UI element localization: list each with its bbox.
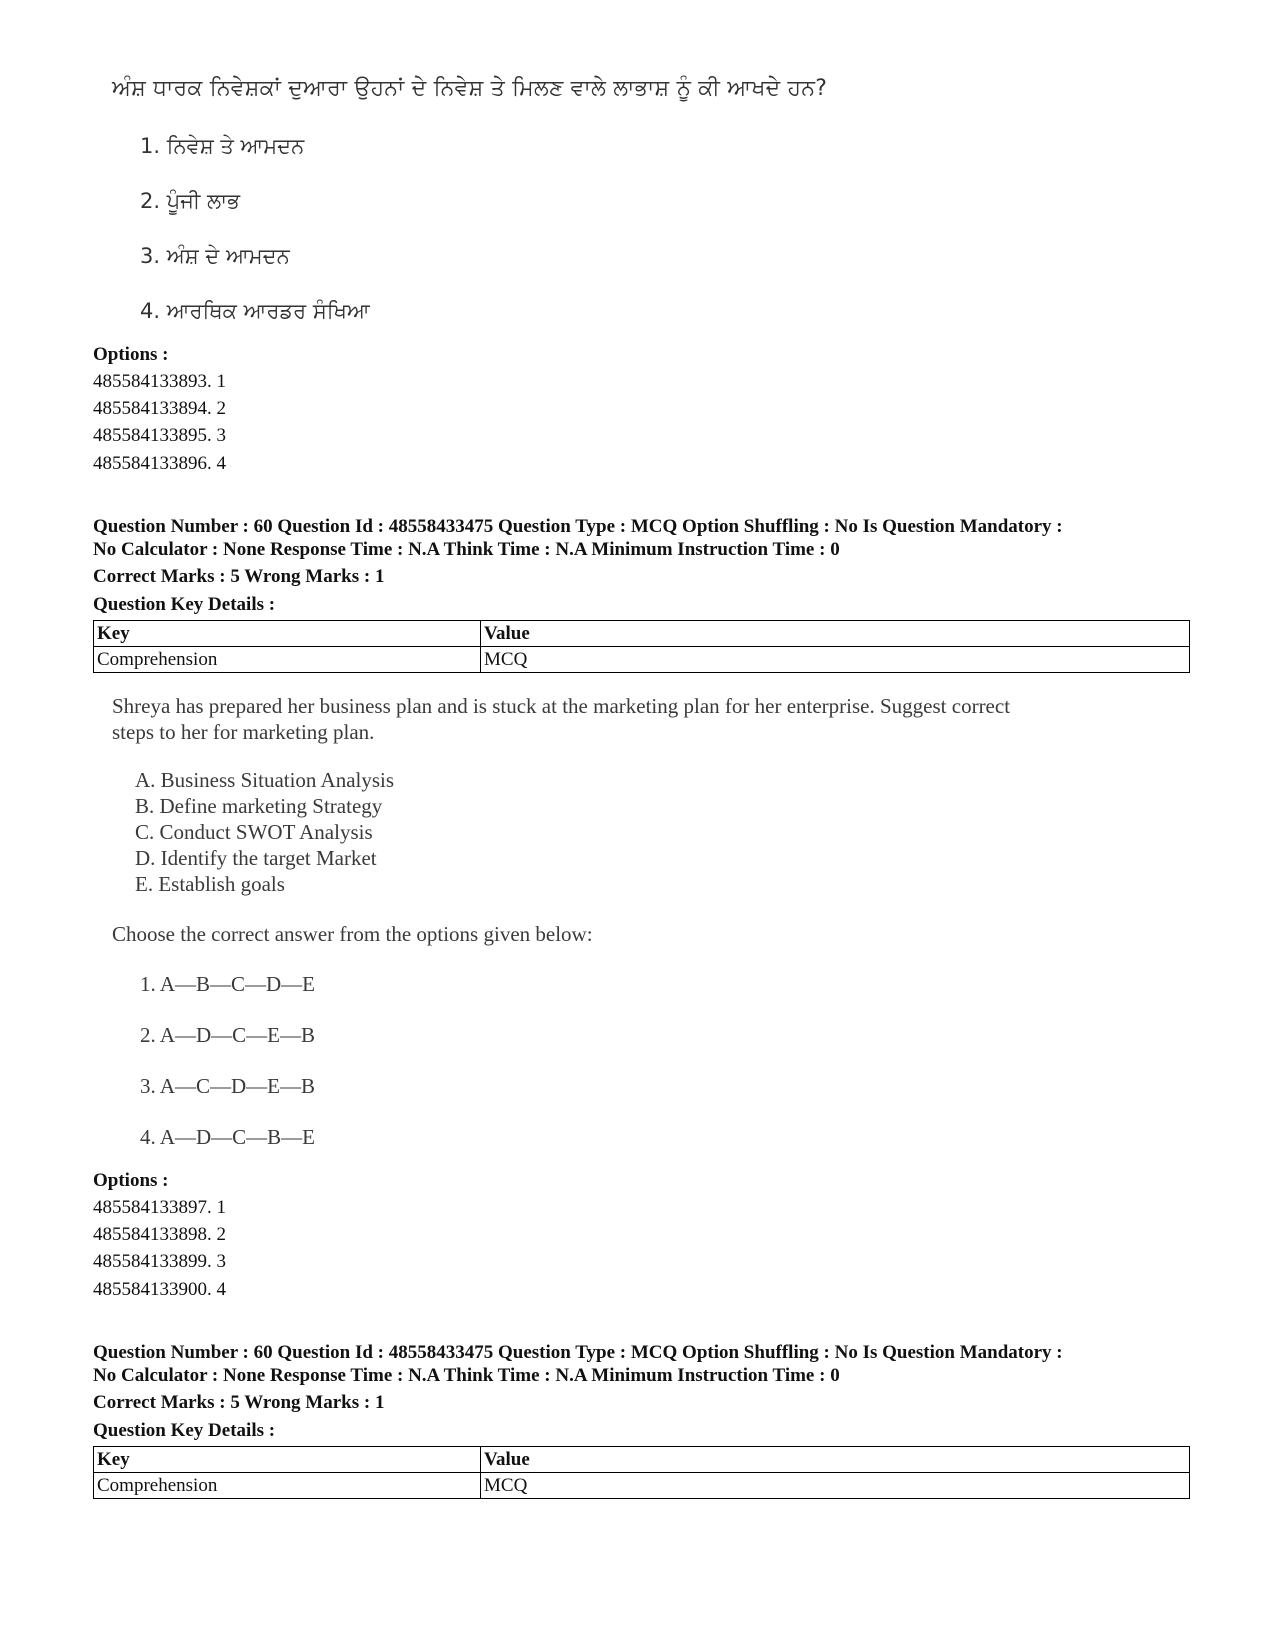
question-meta-line-1: Question Number : 60 Question Id : 48558433475 Question Type : MCQ Option Shuffling : No Is Question Mandatory : bbox=[93, 1342, 1063, 1363]
answer-choice-4: 4. A—D—C—B—E bbox=[140, 1125, 316, 1149]
table-header-key: Key bbox=[94, 621, 481, 647]
question-marks: Correct Marks : 5 Wrong Marks : 1 bbox=[93, 566, 385, 587]
question-item-a: A. Business Situation Analysis bbox=[135, 768, 395, 792]
option-row: 485584133898. 2 bbox=[93, 1224, 226, 1245]
question-item-b: B. Define marketing Strategy bbox=[135, 794, 383, 818]
answer-choice-1: 1. A—B—C—D—E bbox=[140, 972, 316, 996]
question-meta-line-2: No Calculator : None Response Time : N.A Think Time : N.A Minimum Instruction Time : 0 bbox=[93, 539, 840, 560]
options-label: Options : bbox=[93, 344, 169, 365]
option-row: 485584133895. 3 bbox=[93, 425, 226, 446]
question-key-table bbox=[93, 1446, 1190, 1499]
question-paragraph-line-1: Shreya has prepared her business plan and is stuck at the marketing plan for her enterprise. Suggest correct bbox=[112, 694, 1011, 718]
table-cell-key: Comprehension bbox=[94, 1473, 481, 1499]
option-row: 485584133897. 1 bbox=[93, 1197, 226, 1218]
question-item-e: E. Establish goals bbox=[135, 872, 285, 896]
question-marks: Correct Marks : 5 Wrong Marks : 1 bbox=[93, 1392, 385, 1413]
question-key-table bbox=[93, 620, 1190, 673]
table-header-row bbox=[94, 1447, 1190, 1473]
option-row: 485584133899. 3 bbox=[93, 1251, 226, 1272]
table-row bbox=[94, 1473, 1190, 1499]
table-cell-value: MCQ bbox=[481, 1473, 1190, 1499]
table-header-row bbox=[94, 621, 1190, 647]
option-row: 485584133900. 4 bbox=[93, 1279, 226, 1300]
question-item-d: D. Identify the target Market bbox=[135, 846, 377, 870]
punjabi-question-text: ਅੰਸ਼ ਧਾਰਕ ਨਿਵੇਸ਼ਕਾਂ ਦੁਆਰਾ ਉਹਨਾਂ ਦੇ ਨਿਵੇਸ਼ ਤੇ ਮਿਲਣ ਵਾਲੇ ਲਾਭਾਸ਼ ਨੂੰ ਕੀ ਆਖਦੇ ਹਨ? bbox=[112, 76, 828, 101]
table-header-value: Value bbox=[481, 1447, 1190, 1473]
table-header-value: Value bbox=[481, 621, 1190, 647]
choose-instruction: Choose the correct answer from the options given below: bbox=[112, 922, 593, 946]
table-cell-key: Comprehension bbox=[94, 647, 481, 673]
table-cell-value: MCQ bbox=[481, 647, 1190, 673]
question-key-details-label: Question Key Details : bbox=[93, 1420, 276, 1441]
table-row bbox=[94, 647, 1190, 673]
options-label: Options : bbox=[93, 1170, 169, 1191]
punjabi-choice-1: 1. ਨਿਵੇਸ਼ ਤੇ ਆਮਦਨ bbox=[140, 134, 305, 158]
answer-choice-3: 3. A—C—D—E—B bbox=[140, 1074, 316, 1098]
question-meta-line-1: Question Number : 60 Question Id : 48558433475 Question Type : MCQ Option Shuffling : No Is Question Mandatory : bbox=[93, 516, 1063, 537]
option-row: 485584133896. 4 bbox=[93, 453, 226, 474]
punjabi-choice-4: 4. ਆਰਥਿਕ ਆਰਡਰ ਸੰਖਿਆ bbox=[140, 299, 370, 323]
option-row: 485584133894. 2 bbox=[93, 398, 226, 419]
punjabi-choice-3: 3. ਅੰਸ਼ ਦੇ ਆਮਦਨ bbox=[140, 244, 290, 268]
question-paragraph-line-2: steps to her for marketing plan. bbox=[112, 720, 375, 744]
option-row: 485584133893. 1 bbox=[93, 371, 226, 392]
question-item-c: C. Conduct SWOT Analysis bbox=[135, 820, 373, 844]
punjabi-choice-2: 2. ਪੂੰਜੀ ਲਾਭ bbox=[140, 189, 241, 213]
question-key-details-label: Question Key Details : bbox=[93, 594, 276, 615]
question-meta-line-2: No Calculator : None Response Time : N.A Think Time : N.A Minimum Instruction Time : 0 bbox=[93, 1365, 840, 1386]
table-header-key: Key bbox=[94, 1447, 481, 1473]
answer-choice-2: 2. A—D—C—E—B bbox=[140, 1023, 316, 1047]
